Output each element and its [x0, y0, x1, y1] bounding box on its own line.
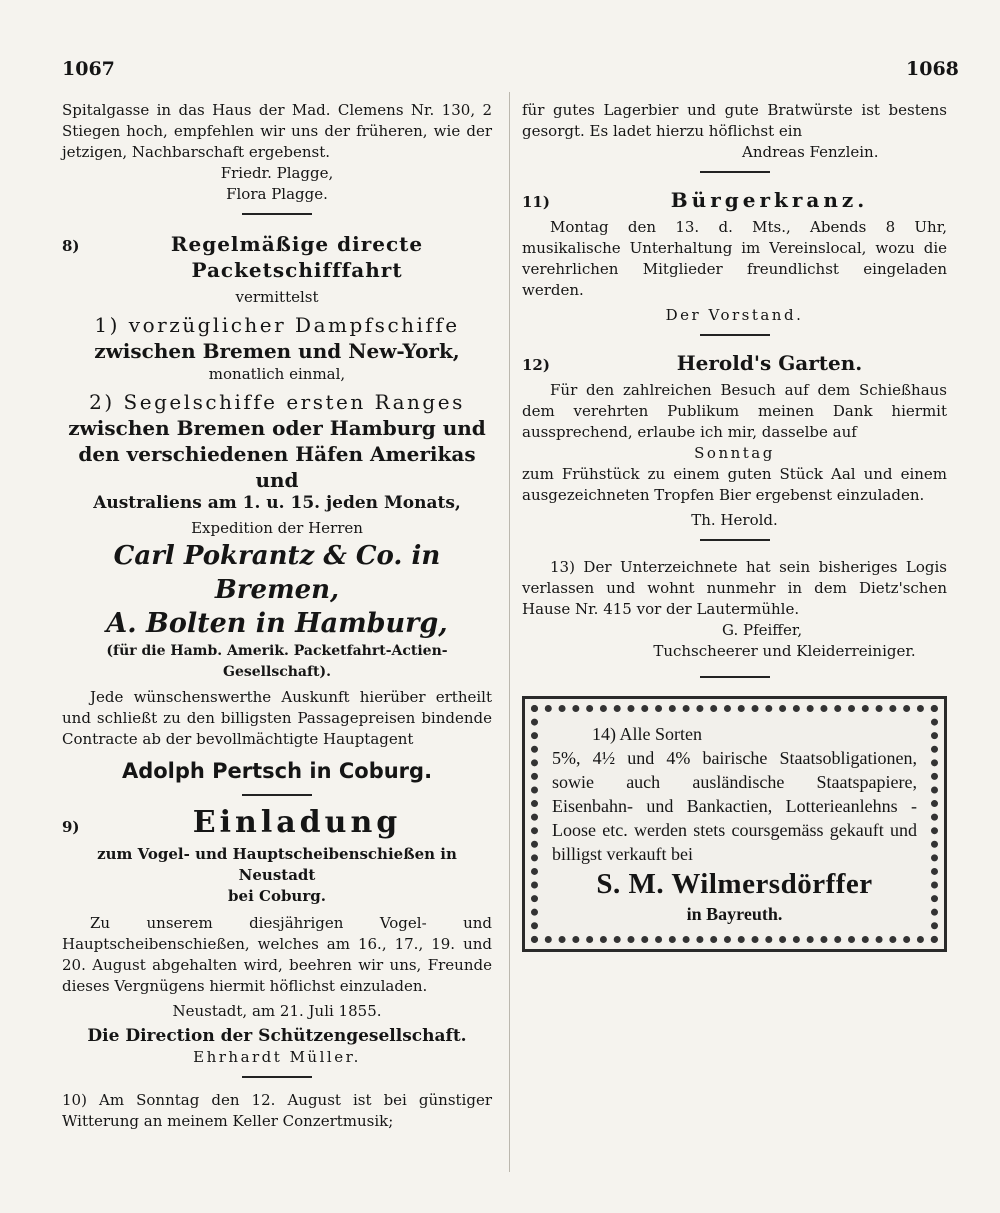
ad12-title: Herold's Garten.	[676, 351, 863, 375]
left-page-number: 1067	[62, 58, 115, 80]
separator	[242, 213, 312, 215]
ad8-item2-line2: den verschiedenen Häfen Amerikas und	[78, 442, 476, 492]
ad-8	[62, 231, 492, 786]
ad8-item2-title: 2) Segelschiffe ersten Ranges	[89, 390, 465, 414]
right-column	[522, 100, 947, 952]
ad9-sub-1: zum Vogel- und Hauptscheibenschießen in Neustadt	[97, 845, 457, 884]
right-page-number: 1068	[906, 58, 959, 80]
ad13-signer: G. Pfeiffer,	[722, 621, 803, 639]
ad14-line-1: 14) Alle Sorten	[592, 724, 702, 744]
ad14-city: in Bayreuth.	[686, 904, 783, 924]
ad8-item1-line1: zwischen Bremen und New-York,	[94, 339, 460, 363]
ad8-number: 8)	[62, 237, 80, 255]
ad12-sunday: Sonntag	[694, 444, 775, 462]
ad12-body-1: Für den zahlreichen Besuch auf dem Schießhaus dem verehrten Publikum meinen Dank hiermit aussprechend, erlaube ich mir, dasselbe auf	[522, 381, 947, 441]
intro-notice: Spitalgasse in das Haus der Mad. Clemens Nr. 130, 2 Stiegen hoch, empfehlen wir uns der früheren, wie der jetzigen, Nachbarschaft ergebenst.	[62, 101, 492, 161]
ad12-body-2: zum Frühstück zu einem guten Stück Aal und einem ausgezeichneten Tropfen Bier ergebenst einzuladen.	[522, 465, 947, 504]
ad-9	[62, 806, 492, 1068]
ad12-signer: Th. Herold.	[691, 511, 778, 529]
ad9-signature: Die Direction der Schützengesellschaft.	[87, 1026, 467, 1046]
ad8-expedition: Expedition der Herren	[191, 519, 363, 537]
ad9-signer: Ehrhardt Müller.	[193, 1048, 361, 1066]
ad-11	[522, 187, 947, 326]
ad11-number: 11)	[522, 193, 550, 211]
separator	[700, 539, 770, 541]
signer-2: Flora Plagge.	[226, 185, 328, 203]
ad8-title: Regelmäßige directe Packetschifffahrt	[170, 232, 424, 282]
ad8-body: Jede wünschenswerthe Auskunft hierüber ertheilt und schließt zu den billigsten Passagepreisen bindende Contracte ab der bevollmächtigte Hauptagent	[62, 688, 492, 748]
signer-1: Friedr. Plagge,	[220, 164, 334, 182]
ad12-number: 12)	[522, 356, 550, 374]
ad-13	[522, 557, 947, 662]
ad-12	[522, 350, 947, 531]
ad8-sub: vermittelst	[235, 288, 319, 306]
ad-14-framed	[522, 696, 947, 952]
ad8-item1-title: 1) vorzüglicher Dampfschiffe	[94, 313, 460, 337]
left-column	[62, 100, 492, 1132]
ad10-continuation: für gutes Lagerbier und gute Bratwürste ist bestens gesorgt. Es ladet hierzu höflichst ein	[522, 101, 947, 140]
ad8-agent: Adolph Pertsch in Coburg.	[121, 759, 433, 783]
separator	[700, 676, 770, 678]
ad8-firm-2: A. Bolten in Hamburg,	[106, 608, 448, 639]
ad14-firm: S. M. Wilmersdörffer	[596, 868, 873, 900]
ad8-item2-line3: Australiens am 1. u. 15. jeden Monats,	[93, 493, 461, 513]
ad13-text: 13) Der Unterzeichnete hat sein bisheriges Logis verlassen und wohnt nunmehr in dem Dietz'schen Hause Nr. 415 vor der Lautermühle.	[522, 558, 947, 618]
ad13-trade: Tuchscheerer und Kleiderreiniger.	[653, 642, 916, 660]
ad10-signer: Andreas Fenzlein.	[742, 143, 879, 161]
ad14-body: 5%, 4½ und 4% bairische Staatsobligationen, sowie auch ausländische Staatspapiere, Eisenbahn- und Bankactien, Lotterieanlehns - Loose etc. werden stets coursgemäss gekauft und billigst verkauft bei	[552, 748, 917, 864]
ad8-item1-line2: monatlich einmal,	[208, 365, 346, 383]
separator	[700, 334, 770, 336]
ad9-number: 9)	[62, 818, 80, 836]
ad8-firm-1: Carl Pokrantz & Co. in Bremen,	[113, 541, 441, 605]
ad9-sub-2: bei Coburg.	[228, 887, 326, 905]
ad8-firm-note: (für die Hamb. Amerik. Packetfahrt-Actien-Gesellschaft).	[106, 643, 448, 680]
column-divider	[509, 92, 510, 1172]
ad11-body: Montag den 13. d. Mts., Abends 8 Uhr, musikalische Unterhaltung im Vereinslocal, wozu die verehrlichen Mitglieder freundlichst eingeladen werden.	[522, 218, 947, 299]
ad14-ornamental-border	[531, 705, 938, 943]
ad10-text: 10) Am Sonntag den 12. August ist bei günstiger Witterung an meinem Keller Conzertmusik;	[62, 1091, 492, 1130]
ad9-body: Zu unserem diesjährigen Vogel- und Hauptscheibenschießen, welches am 16., 17., 19. und 20. August abgehalten wird, beehren wir uns, Freunde dieses Vergnügens hiermit höflichst einzuladen.	[62, 914, 492, 995]
ad8-item2-line1: zwischen Bremen oder Hamburg und	[68, 416, 486, 440]
ad11-title: Bürgerkranz.	[670, 188, 869, 212]
ad9-date: Neustadt, am 21. Juli 1855.	[172, 1002, 382, 1020]
separator	[700, 171, 770, 173]
separator	[242, 794, 312, 796]
ad9-title: Einladung	[192, 805, 402, 840]
separator	[242, 1076, 312, 1078]
ad11-signer: Der Vorstand.	[665, 306, 804, 324]
